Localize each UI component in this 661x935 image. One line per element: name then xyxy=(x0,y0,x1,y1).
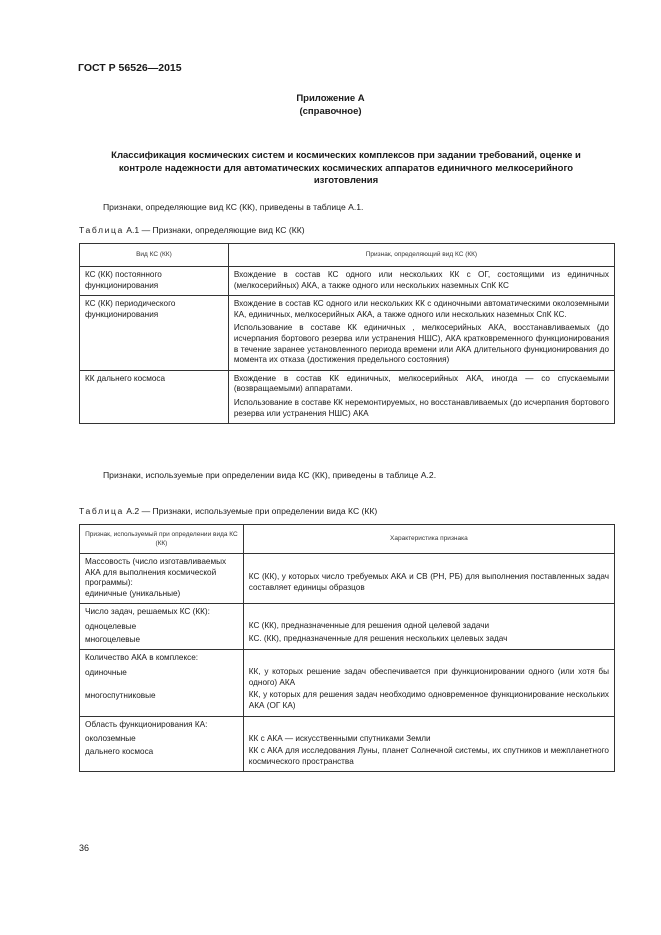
table-a1 xyxy=(79,243,615,424)
group-item-desc: КК, у которых решение задач обеспечивается при функционировании одного (или хотя бы одного) АКА xyxy=(248,667,609,687)
table1-caption xyxy=(79,225,305,235)
table-row xyxy=(80,554,615,604)
table2-desc-cell xyxy=(243,716,614,772)
table2-header-feature: Признак, используемый при определении вида КС (КК) xyxy=(80,525,244,554)
table1-caption-text: А.1 — Признаки, определяющие вид КС (КК) xyxy=(123,225,305,235)
table-row xyxy=(80,370,615,423)
feature-text: Использование в составе КК неремонтируемых, но восстанавливаемых (до исчерпания бортового резерва или устранения НШС) АКА xyxy=(233,397,610,418)
group-item-label: многоцелевые xyxy=(85,634,141,644)
table1-caption-prefix: Таблица xyxy=(79,225,124,235)
table2-caption-text: А.2 — Признаки, используемые при определении вида КС (КК) xyxy=(123,506,378,516)
feature-text: Вхождение в состав КК единичных, мелкосерийных АКА, иногда — со спускаемыми (возвращаемыми) аппаратами. xyxy=(233,373,609,394)
annex-heading xyxy=(0,92,661,118)
group-title: Количество АКА в комплексе: xyxy=(85,653,199,663)
main-title: Классификация космических систем и космических комплексов при задании требований, оценке и контроле надежности для автоматических космических аппаратов единичного мелкосерийного изготовления xyxy=(111,150,581,186)
table1-feature-cell xyxy=(228,296,614,371)
group-title: Область функционирования КА: xyxy=(85,719,208,729)
table1-header-feature: Признак, определяющий вид КС (КК) xyxy=(228,244,614,267)
feature-text: Вхождение в состав КС одного или нескольких КК с одиночными автоматическими околоземными КА, единичных, мелкосерийных АКА, а также одного или нескольких наземных СпК КС. xyxy=(233,299,609,319)
group-item-label: одиночные xyxy=(85,667,127,677)
table1-kind-cell: КК дальнего космоса xyxy=(80,370,229,423)
table2-caption xyxy=(79,506,377,516)
table2-feature-cell xyxy=(80,716,244,772)
table2-feature-cell xyxy=(80,554,244,604)
group-item-label: одноцелевые xyxy=(85,621,137,631)
group-item-desc: КК, у которых для решения задач необходимо одновременное функционирование нескольких АКА (ОГ КА) xyxy=(248,690,609,710)
table2-feature-cell xyxy=(80,650,244,716)
table2-header-characteristic: Характеристика признака xyxy=(243,525,614,554)
group-item-desc: КС (КК), у которых число требуемых АКА и СВ (РН, РБ) для выполнения поставленных задач составляет единицы образцов xyxy=(248,572,609,592)
table-row xyxy=(80,296,615,371)
table1-kind-cell: КС (КК) постоянного функционирования xyxy=(80,267,229,296)
annex-subtitle: (справочное) xyxy=(299,106,362,117)
page-number: 36 xyxy=(79,843,90,853)
group-title: Число задач, решаемых КС (КК): xyxy=(85,607,210,617)
group-item-desc: КК с АКА для исследования Луны, планет Солнечной системы, их спутников и межпланетного космического пространства xyxy=(248,746,609,766)
table-row xyxy=(80,604,615,650)
table2-desc-cell xyxy=(243,554,614,604)
table-row xyxy=(80,716,615,772)
feature-text: Использование в составе КК единичных , мелкосерийных АКА, восстанавливаемых (до исчерпания бортового резерва или устранения НШС), АКА кратковременного функционирования в течение заранее установленного периода времени или АКА длительного функционирования до момента их отказа (достижения предельного состояния) xyxy=(233,323,609,365)
table-a2 xyxy=(79,524,615,772)
table2-header-row xyxy=(80,525,615,554)
group-item-label: единичные (уникальные) xyxy=(85,588,181,598)
intro-table1: Признаки, определяющие вид КС (КК), приведены в таблице А.1. xyxy=(103,202,364,212)
group-title: Массовость (число изготавливаемых АКА для выполнения космической программы): xyxy=(85,557,227,588)
table2-desc-cell xyxy=(243,604,614,650)
standard-header: ГОСТ Р 56526—2015 xyxy=(78,62,182,74)
table1-header-kind: Вид КС (КК) xyxy=(80,244,229,267)
table2-desc-cell xyxy=(243,650,614,716)
table1-header-row xyxy=(80,244,615,267)
group-item-label: многоспутниковые xyxy=(85,691,156,701)
group-item-desc: КС (КК), предназначенные для решения одной целевой задачи xyxy=(248,621,490,631)
group-item-label: околоземные xyxy=(85,734,136,744)
table1-feature-cell xyxy=(228,267,614,296)
table1-kind-cell: КС (КК) периодического функционирования xyxy=(80,296,229,371)
table1-feature-cell xyxy=(228,370,614,423)
feature-text: Вхождение в состав КС одного или нескольких КК с ОГ, состоящими из единичных (мелкосерийных) АКА, а также одного или нескольких наземных СпК КС xyxy=(233,270,609,290)
group-item-label: дальнего космоса xyxy=(85,746,154,756)
group-item-desc: КС. (КК), предназначенные для решения нескольких целевых задач xyxy=(248,633,508,643)
table-row xyxy=(80,267,615,296)
intro-table2: Признаки, используемые при определении вида КС (КК), приведены в таблице А.2. xyxy=(103,470,437,480)
group-item-desc: КК с АКА — искусственными спутниками Земли xyxy=(248,733,431,743)
table2-caption-prefix: Таблица xyxy=(79,506,124,516)
table2-feature-cell xyxy=(80,604,244,650)
table-row xyxy=(80,650,615,716)
annex-title: Приложение А xyxy=(296,93,365,104)
